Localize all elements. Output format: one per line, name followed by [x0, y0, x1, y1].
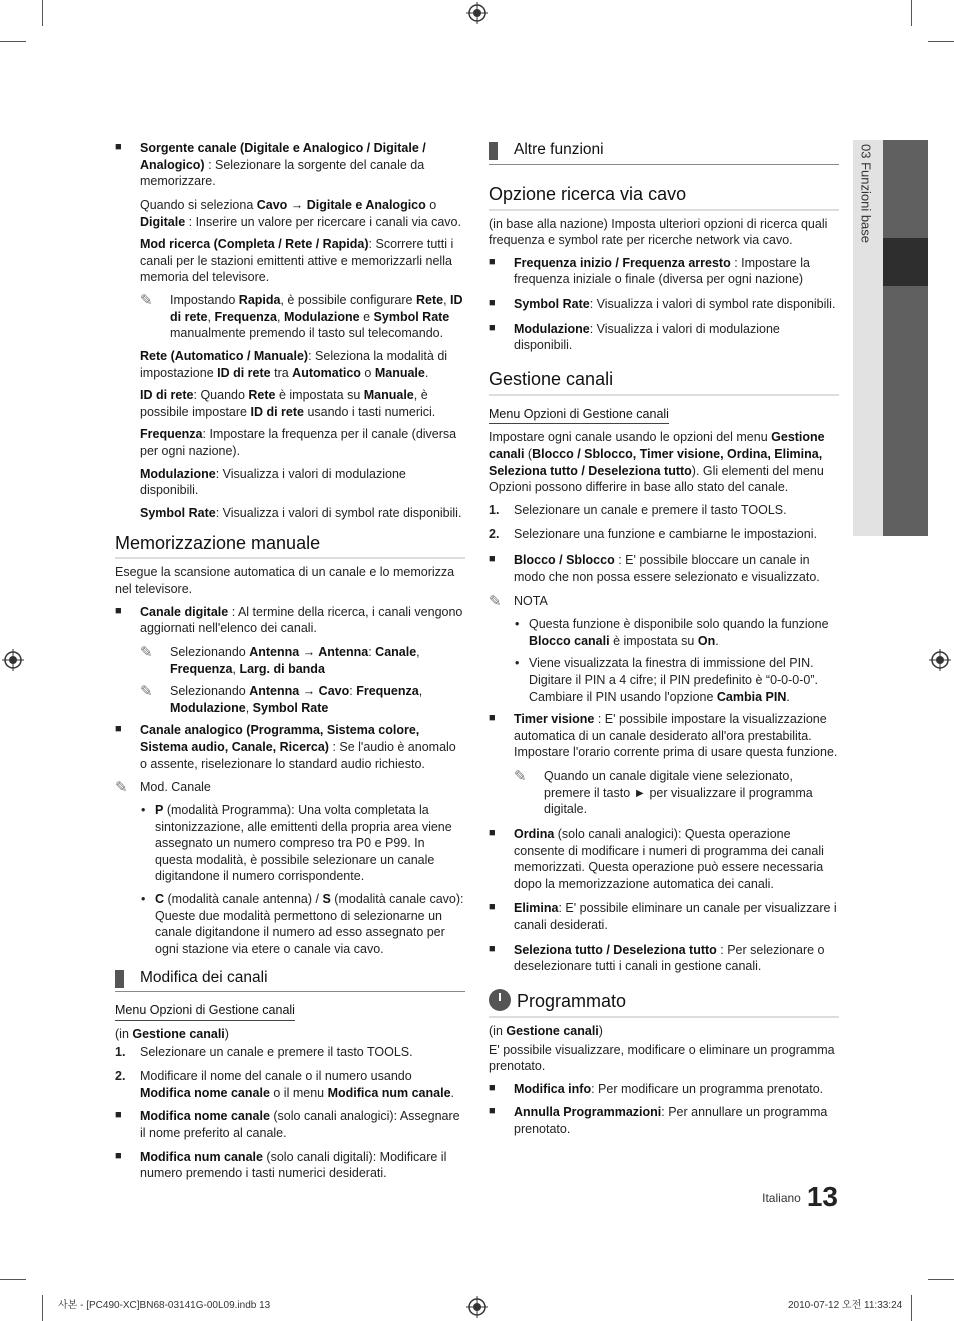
- right-column: [489, 140, 839, 1145]
- list-item: ■ Canale analogico (Programma, Sistema colore, Sistema audio, Canale, Ricerca) : Se l'audio è anomalo o assente, riselezionare lo standard audio richiesto.: [115, 722, 465, 772]
- crop-mark: [0, 41, 26, 42]
- note: ✎ Selezionando Antenna → Cavo: Frequenza, Modulazione, Symbol Rate: [140, 683, 423, 715]
- note: ✎ Mod. Canale: [115, 779, 211, 797]
- chapter-tab-label: 03 Funzioni base: [858, 144, 874, 244]
- paragraph: Symbol Rate: Visualizza i valori di symbol rate disponibili.: [140, 505, 462, 520]
- menu-reference: Menu Opzioni di Gestione canali: [115, 1002, 295, 1021]
- registration-mark-icon: [466, 2, 488, 24]
- print-slug-file: 사본 - [PC490-XC]BN68-03141G-00L09.indb 13: [58, 1300, 271, 1311]
- section-heading: Memorizzazione manuale: [115, 532, 465, 560]
- section-heading: Modifica dei canali: [115, 968, 465, 993]
- paragraph: ID di rete: Quando Rete è impostata su Manuale, è possibile impostare ID di rete usando i tasti numerici.: [140, 388, 436, 419]
- list-item: ■ Annulla Programmazioni: Per annullare un programma prenotato.: [489, 1104, 834, 1137]
- note: ✎ Quando un canale digitale viene selezionato, premere il tasto ► per visualizzare il programma digitale.: [514, 768, 813, 817]
- list-item: ■ Ordina (solo canali analogici): Questa operazione consente di modificare i numeri di programma dei canali memorizzati. Questa operazione può essere necessaria dopo la memorizzazione automatica dei canali.: [489, 826, 839, 893]
- list-item: ■ Modifica info: Per modificare un programma prenotato.: [489, 1081, 839, 1098]
- paragraph: Impostare ogni canale usando le opzioni del menu Gestione canali (Blocco / Sblocco, Timer visione, Ordina, Elimina, Seleziona tutto / Deseleziona tutto). Gli elementi del menu Opzioni possono differire in base allo stato del canale.: [489, 430, 825, 495]
- crop-mark: [911, 0, 912, 26]
- crop-mark: [928, 41, 954, 42]
- step-item: 1. Selezionare un canale e premere il tasto TOOLS.: [115, 1045, 413, 1060]
- list-item: • P (modalità Programma): Una volta completata la sintonizzazione, alle emittenti della propria area viene assegnato un numero compreso tra P0 e P99. In questa modalità, è possibile selezionare un canale digitandone il numero corrispondente.: [115, 802, 465, 885]
- note-wrapper: [115, 644, 465, 717]
- crop-mark: [911, 1295, 912, 1321]
- step-item: 2. Selezionare una funzione e cambiarne le impostazioni.: [489, 526, 817, 541]
- note: ✎ Impostando Rapida, è possibile configurare Rete, ID di rete, Frequenza, Modulazione e Symbol Rate manualmente premendo il tasto sul telecomando.: [140, 292, 463, 341]
- section-heading: Gestione canali: [489, 368, 839, 396]
- section-heading: Opzione ricerca via cavo: [489, 183, 839, 211]
- section-heading: Altre funzioni: [489, 140, 839, 165]
- list-item: ■ Blocco / Sblocco : E' possibile bloccare un canale in modo che non possa essere selezionato e visualizzato.: [489, 552, 839, 585]
- list-item: ■ Seleziona tutto / Deseleziona tutto : Per selezionare o deselezionare tutti i canali in gestione canali.: [489, 942, 839, 975]
- list-item: ■ Modifica num canale (solo canali digitali): Modificare il numero premendo i tasti numerici desiderati.: [115, 1149, 465, 1182]
- pencil-note-icon: ✎: [489, 593, 502, 611]
- list-item: • Questa funzione è disponibile solo quando la funzione Blocco canali è impostata su On.: [489, 616, 839, 649]
- menu-reference: Menu Opzioni di Gestione canali: [489, 406, 669, 425]
- note-wrapper: [489, 768, 839, 818]
- left-column: [115, 140, 465, 1189]
- page-footer: [762, 1178, 838, 1215]
- crop-mark: [42, 1295, 43, 1321]
- note: ✎ NOTA: [489, 593, 548, 611]
- crop-mark: [0, 1279, 26, 1280]
- paragraph: Quando si seleziona Cavo → Digitale e Analogico o Digitale : Inserire un valore per ricercare i canali via cavo.: [140, 197, 461, 229]
- list-item: ■ Elimina: E' possibile eliminare un canale per visualizzare i canali desiderati.: [489, 900, 839, 933]
- pencil-note-icon: ✎: [514, 768, 527, 786]
- chapter-tab-bar: [883, 140, 928, 536]
- paragraph: (in Gestione canali): [489, 1023, 603, 1038]
- clock-icon: [489, 989, 511, 1011]
- step-item: 2. Modificare il nome del canale o il numero usando Modifica nome canale o il menu Modifica num canale.: [115, 1069, 455, 1100]
- footer-language: Italiano: [762, 1191, 801, 1205]
- section-heading: Programmato: [489, 989, 839, 1018]
- list-item: ■ Sorgente canale (Digitale e Analogico / Digitale / Analogico) : Selezionare la sorgente del canale da memorizzare.: [115, 140, 465, 190]
- paragraph: Frequenza: Impostare la frequenza per il canale (diversa per ogni nazione).: [140, 427, 457, 458]
- list-item: ■ Timer visione : E' possibile impostare la visualizzazione automatica di un canale desiderato all'ora prestabilita. Impostare l'orario corrente prima di usare questa funzione.: [489, 711, 839, 761]
- crop-mark: [928, 1279, 954, 1280]
- paragraph: Rete (Automatico / Manuale): Seleziona la modalità di impostazione ID di rete tra Automatico o Manuale.: [140, 348, 448, 380]
- paragraph: Esegue la scansione automatica di un canale e lo memorizza nel televisore.: [115, 565, 455, 597]
- list-item: ■ Modifica nome canale (solo canali analogici): Assegnare il nome preferito al canale.: [115, 1108, 465, 1141]
- registration-mark-icon: [466, 1296, 488, 1318]
- registration-mark-icon: [929, 649, 951, 671]
- pencil-note-icon: ✎: [140, 683, 153, 701]
- paragraph: E' possibile visualizzare, modificare o eliminare un programma prenotato.: [489, 1042, 835, 1074]
- paragraph: (in Gestione canali): [115, 1026, 229, 1041]
- paragraph: Mod ricerca (Completa / Rete / Rapida): Scorrere tutti i canali per le stazioni emittenti attive e memorizzarli nella memoria del televisore.: [140, 237, 454, 285]
- list-item: ■ Canale digitale : Al termine della ricerca, i canali vengono aggiornati nell'elenco dei canali.: [115, 604, 465, 637]
- crop-mark: [42, 0, 43, 26]
- registration-mark-icon: [2, 649, 24, 671]
- note-wrapper: [115, 292, 465, 342]
- paragraph: (in base alla nazione) Imposta ulteriori opzioni di ricerca quali frequenza e symbol rate per ricerche network via cavo.: [489, 216, 828, 248]
- pencil-note-icon: ✎: [140, 643, 153, 661]
- list-item: ■ Symbol Rate: Visualizza i valori di symbol rate disponibili.: [489, 296, 839, 313]
- list-item: • C (modalità canale antenna) / S (modalità canale cavo): Queste due modalità permettono di selezionarne un canale digitandone il numero ad esso assegnato per ogni stazione via etere o canale via cavo.: [115, 891, 465, 958]
- print-slug-date: 2010-07-12 오전 11:33:24: [788, 1300, 903, 1311]
- list-item: • Viene visualizzata la finestra di immissione del PIN. Digitare il PIN a 4 cifre; il PIN predefinito è “0-0-0-0”. Cambiare il PIN usando l'opzione Cambia PIN.: [489, 655, 839, 705]
- step-item: 1. Selezionare un canale e premere il tasto TOOLS.: [489, 502, 787, 517]
- page-number: 13: [806, 1181, 838, 1212]
- list-item: ■ Modulazione: Visualizza i valori di modulazione disponibili.: [489, 321, 839, 354]
- chapter-tab-marker: [883, 238, 928, 286]
- pencil-note-icon: ✎: [115, 779, 128, 797]
- note: ✎ Selezionando Antenna → Antenna: Canale, Frequenza, Larg. di banda: [140, 643, 420, 676]
- list-item: ■ Frequenza inizio / Frequenza arresto : Impostare la frequenza iniziale o finale (diversa per ogni nazione): [489, 255, 839, 288]
- paragraph: Modulazione: Visualizza i valori di modulazione disponibili.: [140, 466, 406, 498]
- pencil-note-icon: ✎: [140, 292, 153, 309]
